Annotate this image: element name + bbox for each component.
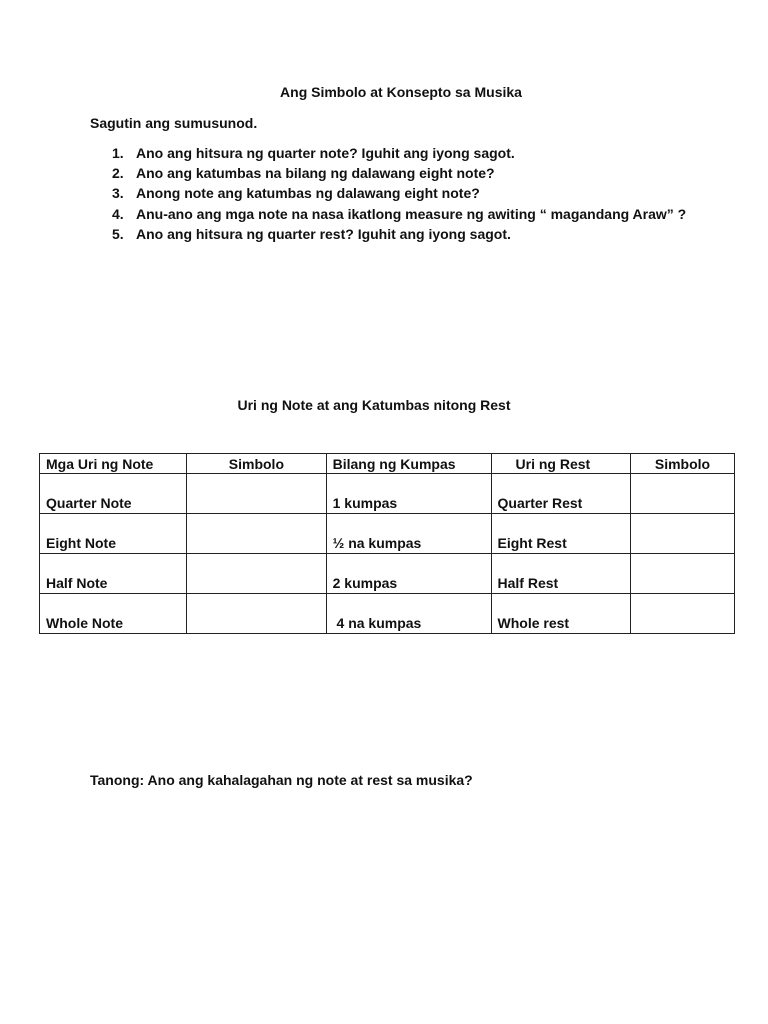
- question-number: 1.: [112, 145, 124, 161]
- closing-question: Tanong: Ano ang kahalagahan ng note at rest sa musika?: [90, 772, 473, 788]
- question-number: 3.: [112, 185, 124, 202]
- beat-count-cell: 2 kumpas: [326, 554, 491, 594]
- note-type-cell: Quarter Note: [40, 474, 187, 514]
- beat-count-cell: 4 na kumpas: [326, 594, 491, 634]
- question-text: Ano ang hitsura ng quarter rest? Iguhit ang iyong sagot.: [136, 225, 511, 242]
- rest-type-cell: Whole rest: [491, 594, 630, 634]
- table-row: [40, 554, 735, 594]
- beat-count-cell: 1 kumpas: [326, 474, 491, 514]
- header-beat-count: Bilang ng Kumpas: [326, 454, 491, 474]
- note-type-cell: Half Note: [40, 554, 187, 594]
- question-text: Anong note ang katumbas ng dalawang eight note?: [136, 185, 480, 202]
- instruction-text: Sagutin ang sumusunod.: [90, 115, 258, 131]
- question-item: [112, 163, 686, 183]
- note-symbol-cell[interactable]: [187, 514, 326, 554]
- question-number: 5.: [112, 225, 124, 242]
- table-title: Uri ng Note at ang Katumbas nitong Rest: [237, 397, 511, 413]
- note-type-cell: Eight Note: [40, 514, 187, 554]
- question-number: 2.: [112, 165, 124, 182]
- question-text: Ano ang hitsura ng quarter note? Iguhit ang iyong sagot.: [136, 145, 515, 161]
- rest-symbol-cell[interactable]: [630, 594, 734, 634]
- note-symbol-cell[interactable]: [187, 594, 326, 634]
- rest-type-cell: Half Rest: [491, 554, 630, 594]
- table-row: [40, 594, 735, 634]
- header-rest-symbol: Simbolo: [630, 454, 734, 474]
- rest-type-cell: Eight Rest: [491, 514, 630, 554]
- question-item: [112, 143, 686, 163]
- rest-symbol-cell[interactable]: [630, 514, 734, 554]
- beat-count-cell: ½ na kumpas: [326, 514, 491, 554]
- question-text: Ano ang katumbas na bilang ng dalawang eight note?: [136, 165, 495, 182]
- worksheet-title: Ang Simbolo at Konsepto sa Musika: [280, 84, 522, 100]
- table-header-row: [40, 454, 735, 474]
- note-symbol-cell[interactable]: [187, 554, 326, 594]
- header-note-type: Mga Uri ng Note: [40, 454, 187, 474]
- rest-type-cell: Quarter Rest: [491, 474, 630, 514]
- header-rest-type: Uri ng Rest: [491, 454, 630, 474]
- header-note-symbol: Simbolo: [187, 454, 326, 474]
- notes-table: [39, 453, 735, 634]
- table-row: [40, 514, 735, 554]
- note-type-cell: Whole Note: [40, 594, 187, 634]
- question-number: 4.: [112, 205, 124, 222]
- question-item: [112, 224, 686, 244]
- question-item: [112, 183, 686, 203]
- note-symbol-cell[interactable]: [187, 474, 326, 514]
- question-text: Anu-ano ang mga note na nasa ikatlong measure ng awiting “ magandang Araw” ?: [136, 205, 687, 222]
- question-list: [112, 143, 686, 244]
- rest-symbol-cell[interactable]: [630, 474, 734, 514]
- rest-symbol-cell[interactable]: [630, 554, 734, 594]
- table-row: [40, 474, 735, 514]
- question-item: [112, 204, 686, 224]
